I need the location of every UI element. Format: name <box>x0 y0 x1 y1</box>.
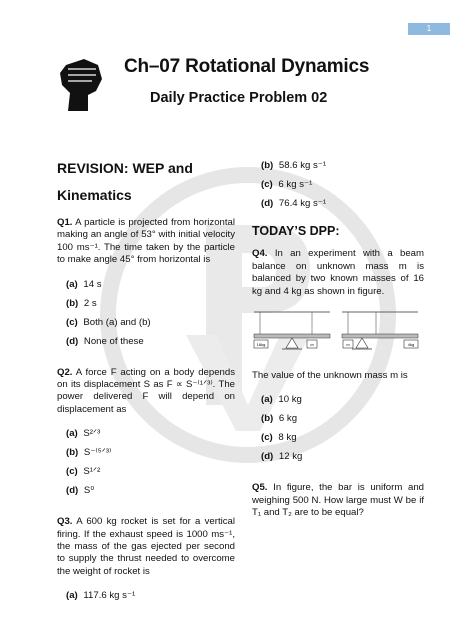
figure-label-4kg: 4kg <box>407 342 415 348</box>
figure-label-m: m <box>310 342 314 348</box>
right-column <box>252 156 424 528</box>
option-q2-d[interactable]: (d) S⁰ <box>66 485 95 497</box>
option-q1-d[interactable]: (d) None of these <box>66 335 144 347</box>
option-q2-a[interactable]: (a) S²ᐟ³ <box>66 428 101 440</box>
left-column <box>57 155 235 605</box>
question-number: Q1. <box>57 217 73 228</box>
option-q4-a[interactable]: (a) 10 kg <box>261 394 302 406</box>
question-text: A particle is projected from horizontal making an angle of 53° with initial velocity 100 ms⁻¹. The time taken by the particle to make angle 45° from horizontal is <box>57 217 235 266</box>
chapter-title: Ch–07 Rotational Dynamics <box>124 56 370 77</box>
question-number: Q2. <box>57 366 73 378</box>
option-q2-b[interactable]: (b) S⁻⁽⁵ᐟ³⁾ <box>66 447 112 459</box>
option-q1-c[interactable]: (c) Both (a) and (b) <box>66 316 151 328</box>
raised-fist-icon <box>58 55 104 113</box>
question-text: A 600 kg rocket is set for a vertical firing. If the exhaust speed is 1000 ms⁻¹, the mass of the gas ejected per second to supply the thrust needed to overcome the weight of rocket is <box>57 516 236 577</box>
figure-label-16kg: 16kg <box>256 342 266 348</box>
option-q3-b[interactable]: (b) 58.6 kg s⁻¹ <box>261 160 327 171</box>
question-text: In an experiment with a beam balance on unknown mass m is balanced by two known masses of 16 kg and 4 kg as shown in figure. <box>252 248 424 297</box>
question-5 <box>252 482 424 519</box>
figure-label-m: m <box>346 342 350 348</box>
question-2 <box>57 367 235 417</box>
option-q4-c[interactable]: (c) 8 kg <box>261 432 297 444</box>
question-number: Q3. <box>57 516 73 528</box>
page-number-badge: 1 <box>408 23 450 35</box>
beam-balance-left <box>252 306 332 364</box>
question-4-followup: The value of the unknown mass m is <box>252 370 408 382</box>
todays-dpp-heading: TODAY’S DPP: <box>252 224 340 238</box>
question-1 <box>57 217 235 267</box>
revision-heading: REVISION: WEP and Kinematics <box>57 160 193 203</box>
option-q4-b[interactable]: (b) 6 kg <box>261 413 298 425</box>
question-text: In figure, the bar is uniform and weighing 500 N. How large must W be if T₁ and T₂ are to be equal? <box>252 482 424 519</box>
dpp-subtitle: Daily Practice Problem 02 <box>150 90 328 106</box>
question-4 <box>252 248 424 298</box>
option-q3-a[interactable]: (a) 117.6 kg s⁻¹ <box>66 590 136 602</box>
option-q1-b[interactable]: (b) 2 s <box>66 297 97 309</box>
question-text: A force F acting on a body depends on its displacement S as F ∝ S⁻⁽¹ᐟ³⁾. The power delivered F will depend on displacement as <box>57 366 236 415</box>
option-q1-a[interactable]: (a) 14 s <box>66 278 102 290</box>
option-q4-d[interactable]: (d) 12 kg <box>261 451 303 463</box>
option-q3-d[interactable]: (d) 76.4 kg s⁻¹ <box>261 198 327 209</box>
question-3 <box>57 516 235 578</box>
beam-balance-figure <box>252 306 420 364</box>
question-number: Q4. <box>252 248 268 260</box>
beam-balance-right <box>340 306 420 364</box>
option-q2-c[interactable]: (c) S¹ᐟ² <box>66 466 101 478</box>
question-number: Q5. <box>252 482 268 494</box>
option-q3-c[interactable]: (c) 6 kg s⁻¹ <box>261 179 313 190</box>
